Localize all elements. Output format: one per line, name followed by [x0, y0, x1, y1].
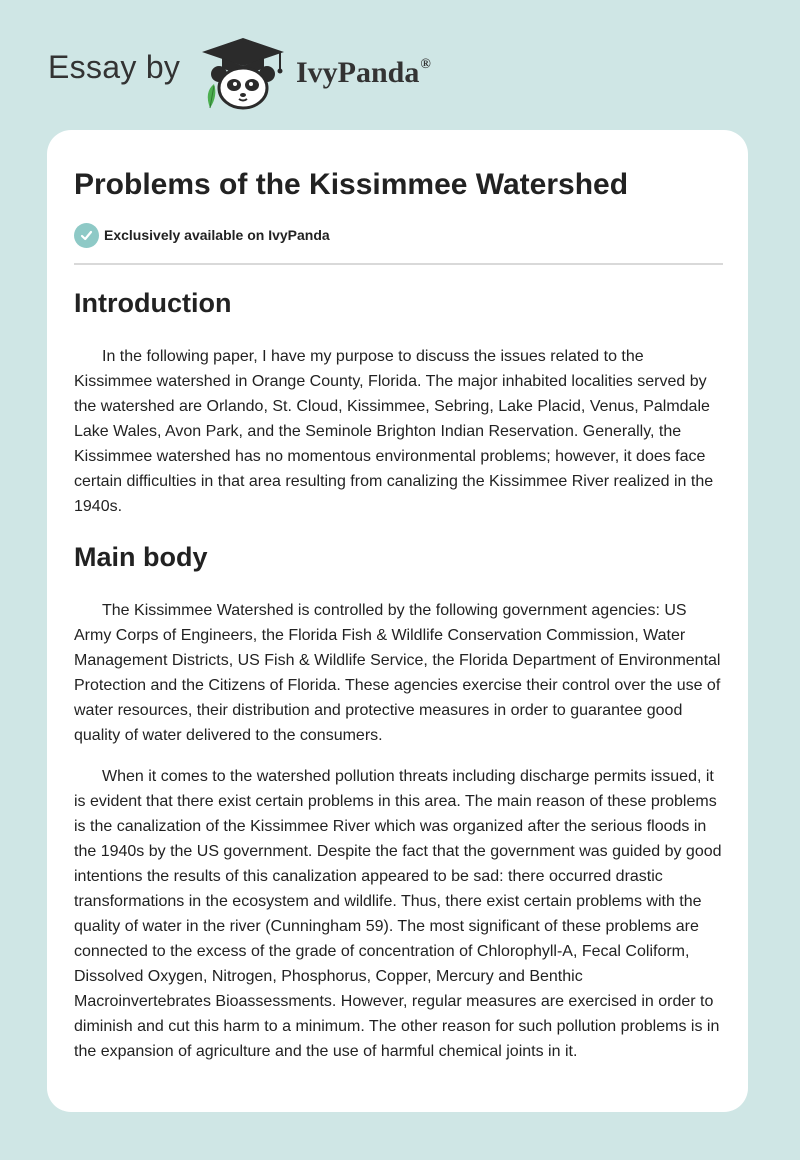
- essay-content: [74, 130, 724, 1064]
- paragraph-introduction-1: In the following paper, I have my purpose to discuss the issues related to the Kissimmee watershed in Orange County, Florida. The major inhabited localities served by the watershed are Orlando, St. Cloud, Kissimmee, Sebring, Lake Placid, Venus, Palmdale Lake Wales, Avon Park, and the Seminole Brighton Indian Reservation. Generally, the Kissimmee watershed has no momentous environmental problems; however, it does face certain difficulties in that area resulting from canalizing the Kissimmee River realized in the 1940s.: [74, 348, 714, 515]
- divider: [74, 263, 723, 265]
- exclusive-badge-label: Exclusively available on IvyPanda: [104, 227, 330, 243]
- paragraph-main-body-1: The Kissimmee Watershed is controlled by the following government agencies: US Army Corps of Engineers, the Florida Fish & Wildlife Conservation Commission, Water Management Districts, US Fish & Wildlife Service, the Florida Department of Environmental Protection and the Citizens of Florida. These agencies exercise their control over the use of water resources, their distribution and protective measures in order to guarantee good quality of water delivered to the consumers.: [74, 602, 721, 744]
- brand-name[interactable]: [296, 56, 431, 90]
- page-title: Problems of the Kissimmee Watershed: [74, 168, 629, 201]
- section-heading-introduction: Introduction: [74, 288, 232, 318]
- check-circle-icon: [74, 223, 99, 248]
- paragraph-main-body-2: When it comes to the watershed pollution threats including discharge permits issued, it is evident that there exist certain problems in this area. The main reason of these problems is the canalization of the Kissimmee River which was organized after the serious floods in the 1940s by the US government. Despite the fact that the government was guided by good intentions the results of this canalization appeared to be sad: there occurred drastic transformations in the ecosystem and wildlife. Thus, there exist certain problems with the quality of water in the river (Cunningham 59). The most significant of these problems are connected to the excess of the grade of concentration of Chlorophyll-A, Fecal Coliform, Dissolved Oxygen, Nitrogen, Phosphorus, Copper, Mercury and Benthic Macroinvertebrates Bioassessments. However, regular measures are exercised in order to diminish and cut this harm to a minimum. The other reason for such pollution problems is in the expansion of agriculture and the use of harmful chemical joints in it.: [74, 768, 722, 1060]
- essay-card: [47, 130, 748, 1112]
- exclusive-badge: [74, 222, 724, 248]
- brand-name-text: IvyPanda: [296, 56, 420, 89]
- section-heading-main-body: Main body: [74, 542, 208, 572]
- site-header: [0, 0, 800, 130]
- panda-graduate-logo-icon[interactable]: [200, 36, 286, 110]
- registered-mark: ®: [420, 57, 431, 72]
- essay-by-label: Essay by: [48, 49, 181, 85]
